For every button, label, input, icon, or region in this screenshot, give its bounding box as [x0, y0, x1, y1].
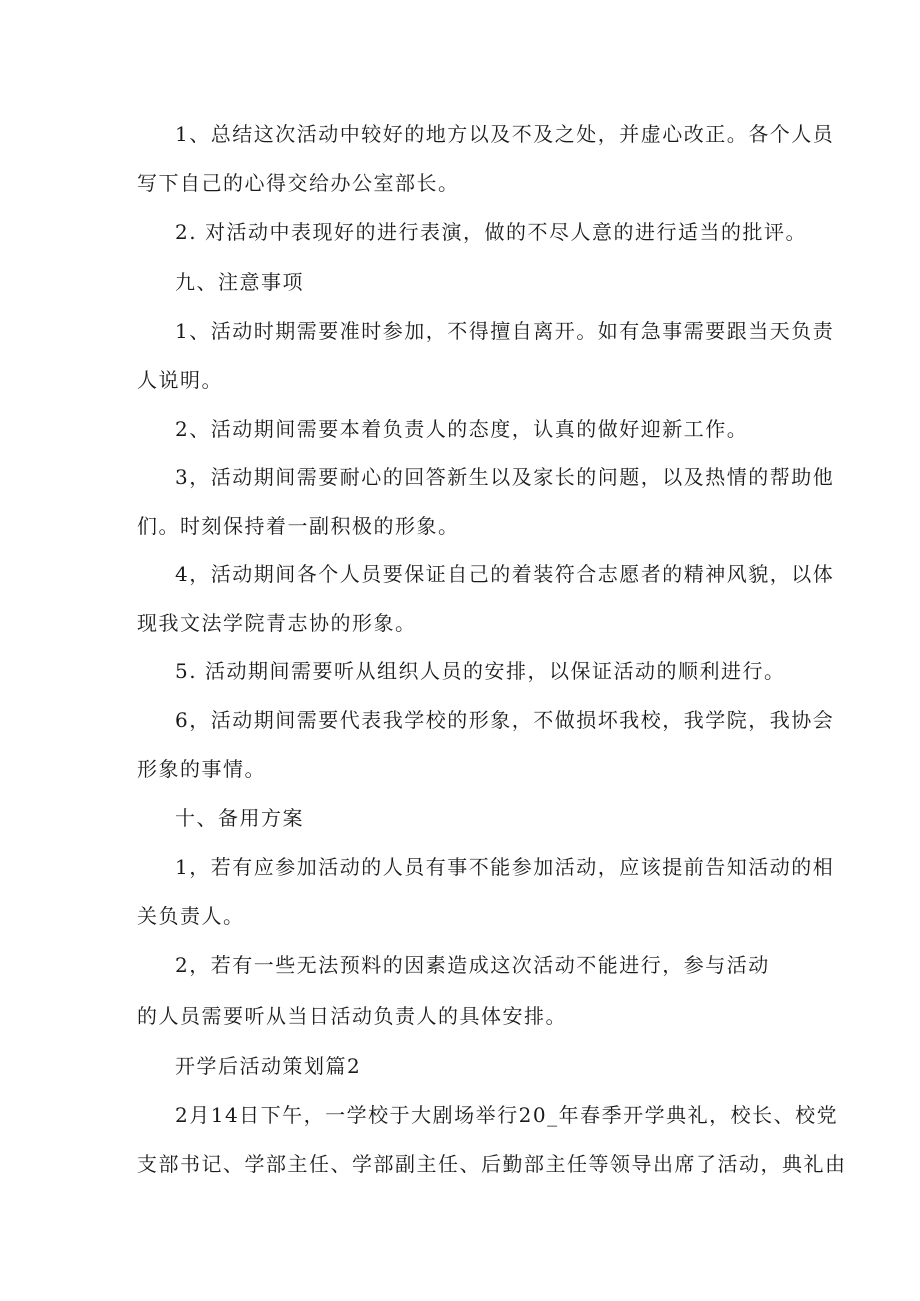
body-text-line: 的人员需要听从当日活动负责人的具体安排。 [137, 1004, 567, 1028]
article-title: 开学后活动策划篇2 [175, 1054, 362, 1078]
body-text-line: 形象的事情。 [137, 757, 266, 781]
body-text-line: 2月14日下午，一学校于大剧场举行20_年春季开学典礼，校长、校党 [175, 1103, 839, 1127]
body-text-line: 1、活动时期需要准时参加，不得擅自离开。如有急事需要跟当天负责 [175, 319, 835, 343]
section-heading: 九、注意事项 [175, 270, 304, 294]
body-text-line: 人说明。 [137, 368, 223, 392]
body-text-line: 2. 对活动中表现好的进行表演，做的不尽人意的进行适当的批评。 [175, 220, 807, 244]
body-text-line: 关负责人。 [137, 904, 245, 928]
body-text-line: 5. 活动期间需要听从组织人员的安排，以保证活动的顺利进行。 [175, 659, 786, 683]
body-text-line: 2，若有一些无法预料的因素造成这次活动不能进行，参与活动 [175, 953, 770, 977]
body-text-line: 1、总结这次活动中较好的地方以及不及之处，并虚心改正。各个人员 [175, 122, 835, 146]
body-text-line: 2、活动期间需要本着负责人的态度，认真的做好迎新工作。 [175, 417, 749, 441]
body-text-line: 们。时刻保持着一副积极的形象。 [137, 514, 460, 538]
body-text-line: 支部书记、学部主任、学部副主任、后勤部主任等领导出席了活动，典礼由 [137, 1152, 847, 1176]
section-heading: 十、备用方案 [175, 806, 304, 830]
body-text-line: 6，活动期间需要代表我学校的形象，不做损坏我校，我学院，我协会 [175, 708, 835, 732]
body-text-line: 写下自己的心得交给办公室部长。 [137, 171, 460, 195]
body-text-line: 3，活动期间需要耐心的回答新生以及家长的问题，以及热情的帮助他 [175, 465, 835, 489]
body-text-line: 现我文法学院青志协的形象。 [137, 611, 417, 635]
body-text-line: 1，若有应参加活动的人员有事不能参加活动，应该提前告知活动的相 [175, 855, 835, 879]
body-text-line: 4，活动期间各个人员要保证自己的着装符合志愿者的精神风貌，以体 [175, 562, 835, 586]
